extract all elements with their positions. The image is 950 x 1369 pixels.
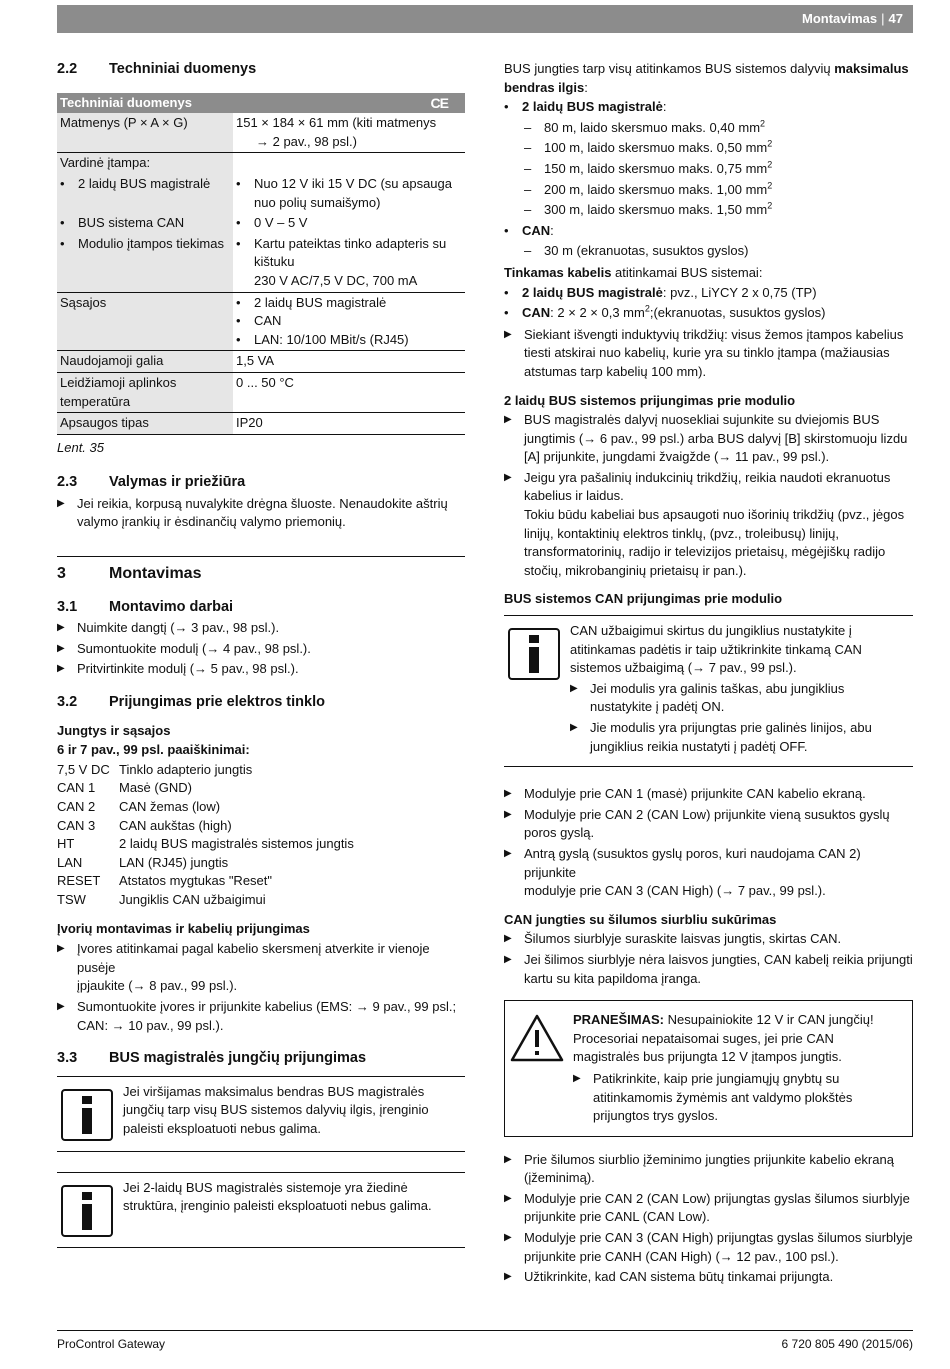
list-item: – 200 m, laido skersmuo maks. 1,00 $mm^2$ <box>524 180 773 197</box>
heading-3-1: 3.1 Montavimo darbai <box>57 598 234 615</box>
instruction-item: ▶ Jeigu yra pašalinių indukcinių trikdžių, reikia naudoti ekranuotus kabelius ir laidus. Tokiu būdu kabeliai bus apsaugoti nuo išorinių trikdžių (pvz., jėgos linijų, kontaktinių elektros tinklų, (pvz., troleibusų) linijų, transformatorinių, radijo ir televizijos prietaisų, mėgėjiškų radijo stočių, mikrobanginių prietaisų ir pan.). <box>504 469 905 578</box>
instruction-item: ▶ Užtikrinkite, kad CAN sistema būtų tinkamai prijungta. <box>504 1269 834 1285</box>
right-column <box>504 60 913 1287</box>
list-item: • CAN: <box>504 222 554 238</box>
page-number: 47 <box>888 10 903 26</box>
warning-note: PRANEŠIMAS: Nesupainiokite 12 V ir CAN jungčių! Procesoriai nepataisomai suges, jei prie CAN magistralės bus prijungta 12 V įtampos jungtis. ▶ Patikrinkite, kaip prie jungiamųjų gnybtų su atitinkamomis žymėmis ant valdymo plokštės prijungtos trys gyslos. <box>504 1000 913 1137</box>
legend-row: TSW Jungiklis CAN užbaigimui <box>57 891 266 907</box>
list-item: • 2 laidų BUS magistralė: pvz., LiYCY 2 x 0,75 (TP) <box>504 284 817 300</box>
instruction-item: ▶ Pritvirtinkite modulį (→ 5 pav., 98 psl.). <box>57 661 299 677</box>
table-row: Naudojamoji galia 1,5 VA <box>57 351 465 373</box>
table-caption: Lent. 35 <box>57 439 104 455</box>
info-note: CAN užbaigimui skirtus du jungiklius nustatykite į atitinkamas padėtis ir taip užtikrinkite tinkamą CAN sistemos užbaigimą (→ 7 pav., 99 psl.). ▶ Jei modulis yra galinis taškas, abu jungiklius nustatykite į padėtį ON. ▶ Jie modulis yra prijungtas prie galinės linijos, abu jungiklius reikia nustatyti į padėtį OFF. <box>504 615 913 767</box>
list-item: – 100 m, laido skersmuo maks. 0,50 $mm^2$ <box>524 139 773 156</box>
subheading-connectors: Jungtys ir sąsajos <box>57 722 171 738</box>
list-item: – 80 m, laido skersmuo maks. 0,40 $mm^2$ <box>524 118 766 135</box>
heading-2-3: 2.3 Valymas ir priežiūra <box>57 474 246 491</box>
info-icon <box>508 628 560 680</box>
instruction-item: ▶ Modulyje prie CAN 2 (CAN Low) prijunkite vieną susuktos gyslų poros gyslą. <box>504 806 890 841</box>
footer-doc-number: 6 720 805 490 (2015/06) <box>781 1337 913 1351</box>
instruction-item: ▶ Sumontuokite modulį (→ 4 pav., 98 psl.). <box>57 640 311 656</box>
instruction-item: ▶ Siekiant išvengti induktyvių trikdžių: visus žemos įtampos kabelius tiesti atskirai nuo kabelių, kurie yra su tinklo įtampa (mažiausias atstumas tarp kabelių 100 mm). <box>504 326 904 379</box>
heading-3-2: 3.2 Prijungimas prie elektros tinklo <box>57 694 325 711</box>
table-row: • BUS sistema CAN • 0 V – 5 V <box>57 213 465 234</box>
instruction-item: ▶ Antrą gyslą (susuktos gyslų poros, kuri naudojama CAN 2) prijunkite modulyje prie CAN 3 (CAN High) (→ 7 pav., 99 psl.). <box>504 845 861 899</box>
table-row: Matmenys (P × A × G) 151 × 184 × 61 mm (kiti matmenys → 2 pav., 98 psl.) <box>57 113 465 153</box>
ce-mark-icon: CE <box>430 94 448 111</box>
info-icon <box>61 1089 113 1141</box>
table-row: Leidžiamoji aplinkos temperatūra 0 ... 50 °C <box>57 372 465 412</box>
instruction-item: ▶ Jei šilimos siurblyje nėra laisvos jungties, CAN kabelį reikia prijungti kartu su kita papildoma įranga. <box>504 951 913 986</box>
heading-3-3: 3.3 BUS magistralės jungčių prijungimas <box>57 1050 367 1067</box>
instruction-item: ▶ Modulyje prie CAN 1 (masė) prijunkite CAN kabelio ekraną. <box>504 786 866 802</box>
legend-row: CAN 1 Masė (GND) <box>57 780 192 796</box>
instruction-item: ▶ Įvores atitinkamai pagal kabelio skersmenį atverkite ir vienoje pusėje įpjaukite (→ 8 pav., 99 psl.). <box>57 941 430 994</box>
subheading-bus-connection: 2 laidų BUS sistemos prijungimas prie modulio <box>504 392 796 408</box>
chapter-rule <box>57 556 465 584</box>
instruction-item: ▶ Jei reikia, korpusą nuvalykite drėgna šluoste. Nenaudokite aštrių valymo įrankių ir ėsdinančių valymo priemonių. <box>57 495 448 530</box>
subheading-legend: 6 ir 7 pav., 99 psl. paaiškinimai: <box>57 742 250 758</box>
cable-intro: Tinkamas kabelis atitinkamai BUS sistemai: <box>504 264 763 280</box>
instruction-item: ▶ Jei modulis yra galinis taškas, abu jungiklius nustatykite į padėtį ON. <box>570 680 845 715</box>
table-row: Vardinė įtampa: <box>57 153 465 174</box>
legend-row: HT 2 laidų BUS magistralės sistemos jungtis <box>57 836 354 852</box>
list-item: • 2 laidų BUS magistralė: <box>504 99 667 115</box>
list-item: – 30 m (ekranuotas, susuktos gyslos) <box>524 243 749 259</box>
instruction-item: ▶ Modulyje prie CAN 2 (CAN Low) prijungtas gyslas šilumos siurblyje prijunkite prie CANL (CAN Low). <box>504 1190 910 1225</box>
list-item: • CAN: 2 × 2 × 0,3 $mm^2;(ekranuotas$, susuktos gyslos) <box>504 303 826 321</box>
left-column <box>57 60 465 1248</box>
legend-row: RESET Atstatos mygtukas "Reset" <box>57 873 273 889</box>
instruction-item: ▶ Šilumos siurblyje suraskite laisvas jungtis, skirtas CAN. <box>504 931 842 947</box>
subheading-heatpump: CAN jungties su šilumos siurbliu sukūrimas <box>504 911 777 927</box>
header-separator: | <box>881 10 885 26</box>
info-note: Jei 2-laidų BUS magistralės sistemoje yra žiedinė struktūra, įrenginio paleisti eksploatuoti nebus galima. <box>57 1172 465 1248</box>
bus-length-intro: BUS jungties tarp visų atitinkamos BUS sistemos dalyvių maksimalus bendras ilgis: <box>504 61 909 95</box>
table-row: Apsaugos tipas IP20 <box>57 413 465 435</box>
instruction-item: ▶ BUS magistralės dalyvį nuosekliai sujunkite su dviejomis BUS jungtimis (→ 6 pav., 99 psl.) arba BUS dalyvį [B] skirstomuoju lizdu [A] prijunkite, jungdami žvaigžde (→ 11 pav., 99 psl.). <box>504 412 908 465</box>
legend-row: LAN LAN (RJ45) jungtis <box>57 854 229 870</box>
table-header: Techniniai duomenys CE <box>57 93 465 114</box>
tech-data-table <box>57 93 465 435</box>
table-row: • 2 laidų BUS magistralė • Nuo 12 V iki 15 V DC (su apsauga nuo polių sumaišymo) <box>57 174 465 213</box>
subheading-grommets: Įvorių montavimas ir kabelių prijungimas <box>57 920 310 936</box>
connector-legend <box>57 761 354 910</box>
page-footer <box>57 1330 913 1351</box>
instruction-item: ▶ Modulyje prie CAN 3 (CAN High) prijungtas gyslas šilumos siurblyje prijunkite prie CANH (CAN High) (→ 12 pav., 100 psl.). <box>504 1230 913 1264</box>
legend-row: 7,5 V DC Tinklo adapterio jungtis <box>57 761 253 777</box>
mount-steps <box>57 619 465 679</box>
list-item: – 150 m, laido skersmuo maks. 0,75 $mm^2$ <box>524 159 773 176</box>
table-row: Sąsajos • 2 laidų BUS magistralė • CAN • LAN: 10/100 MBit/s (RJ45) <box>57 292 465 351</box>
footer-product: ProControl Gateway <box>57 1337 166 1351</box>
instruction-item: ▶ Sumontuokite įvores ir prijunkite kabelius (EMS: → 9 pav., 99 psl.; CAN: → 10 pav., 99 psl.). <box>57 998 457 1033</box>
info-note: Jei viršijamas maksimalus bendras BUS magistralės jungčių tarp visų BUS sistemos dalyvių ilgis, įrenginio paleisti eksploatuoti nebus galima. <box>57 1076 465 1152</box>
table-row: • Modulio įtampos tiekimas • Kartu pateiktas tinko adapteris su kištuku 230 V AC/7,5 V DC, 700 mA <box>57 234 465 292</box>
subheading-can-connection: BUS sistemos CAN prijungimas prie modulio <box>504 591 783 607</box>
instruction-item: ▶ Jie modulis yra prijungtas prie galinės linijos, abu jungiklius reikia nustatyti į padėtį OFF. <box>570 720 872 754</box>
legend-row: CAN 2 CAN žemas (low) <box>57 799 221 814</box>
heading-2-2: 2.2 Techniniai duomenys <box>57 61 257 77</box>
heading-3: 3 Montavimas <box>57 565 202 583</box>
warning-triangle-icon <box>509 1013 565 1126</box>
instruction-item: ▶ Prie šilumos siurblio įžeminimo jungties prijunkite kabelio ekraną (įžeminimą). <box>504 1151 894 1186</box>
header-section: Montavimas <box>802 10 878 26</box>
instruction-item: ▶ Nuimkite dangtį (→ 3 pav., 98 psl.). <box>57 620 280 636</box>
legend-row: CAN 3 CAN aukštas (high) <box>57 817 232 833</box>
list-item: – 300 m, laido skersmuo maks. 1,50 $mm^2$ <box>524 200 773 218</box>
page-header <box>57 5 913 33</box>
info-icon <box>61 1185 113 1237</box>
instruction-item: ▶ Patikrinkite, kaip prie jungiamųjų gnybtų su atitinkamomis žymėmis ant valdymo plokštės prijungtos trys gyslos. <box>573 1070 853 1124</box>
